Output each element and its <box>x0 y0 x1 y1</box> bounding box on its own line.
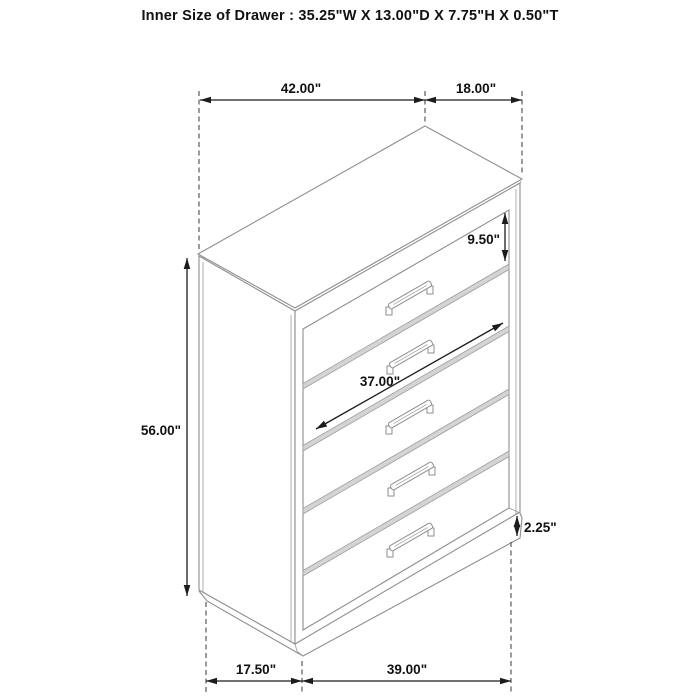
dim-overall-depth-label: 18.00" <box>455 81 497 96</box>
dim-overall-width-label: 42.00" <box>280 81 322 96</box>
chest-side-panel <box>199 256 295 644</box>
dim-base-height <box>517 516 557 536</box>
dim-base-width-label: 39.00" <box>386 662 428 677</box>
dim-base-height-label: 2.25" <box>524 520 557 535</box>
dim-overall-height-label: 56.00" <box>140 423 181 438</box>
drawer-inner-size-title: Inner Size of Drawer : 35.25"W X 13.00"D X 7.75"H X 0.50"T <box>141 8 559 24</box>
dim-top-drawer-height-label: 9.50" <box>467 232 500 247</box>
dim-drawer-front-width-label: 37.00" <box>359 374 401 389</box>
dim-overall-height <box>141 258 187 596</box>
dim-base-depth-label: 17.50" <box>235 662 277 677</box>
